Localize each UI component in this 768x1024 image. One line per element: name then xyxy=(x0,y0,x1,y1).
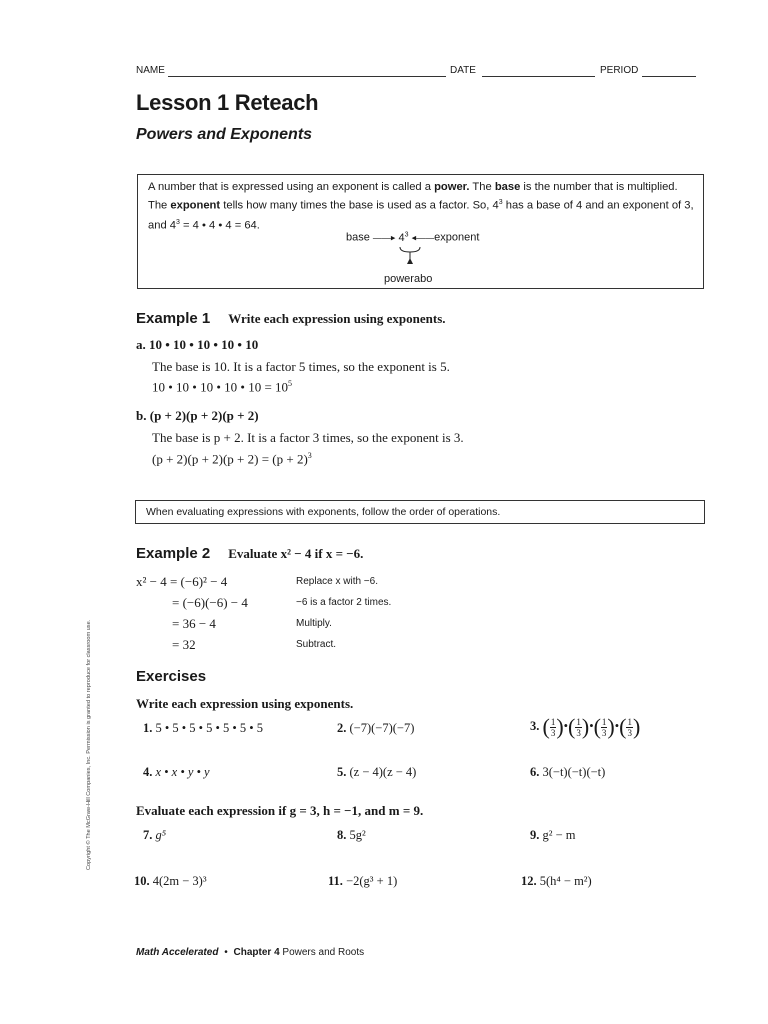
example2-reason-4: Subtract. xyxy=(296,639,337,650)
example1-instruction: Write each expression using exponents. xyxy=(228,311,446,326)
definition-text: A number that is expressed using an exponent is called a power. The base is the number that is multiplied. The exponent tells how many times the base is used as a factor. So, $4^3$ has a base of 4 and an exponent of 3, and $4^3 = 4$ • 4 • 4 = 64. xyxy=(148,181,694,232)
exercise-2: 2. (−7)(−7)(−7) xyxy=(337,721,415,735)
exercise-8: 8. 5g² xyxy=(337,828,366,842)
footer-chapter: Chapter 4 xyxy=(233,947,280,958)
example1-a-explain: The base is 10. It is a factor 5 times, so the exponent is 5. xyxy=(152,359,450,374)
exercises-heading: Exercises xyxy=(136,668,207,685)
diagram-exponent-label: exponent xyxy=(434,231,480,244)
diagram-arrow-right: ——▸ xyxy=(372,232,396,243)
example2-reason-2: −6 is a factor 2 times. xyxy=(296,597,392,608)
footer-course: Math Accelerated xyxy=(136,947,219,958)
example2-step-4: = 32 xyxy=(172,637,196,652)
example1-a-expr: a. 10 • 10 • 10 • 10 • 10 xyxy=(136,337,259,352)
page-subtitle: Powers and Exponents xyxy=(136,126,313,143)
exercise-7: 7. g⁵ xyxy=(143,828,167,842)
example1-header xyxy=(136,310,446,328)
exercise-1: 1. 5 • 5 • 5 • 5 • 5 • 5 • 5 xyxy=(143,721,264,735)
diagram-power: $4^3$ xyxy=(398,231,409,244)
example2-reason-3: Multiply. xyxy=(296,618,332,629)
example2-reason-1: Replace x with −6. xyxy=(296,576,378,587)
header-fields xyxy=(136,65,704,81)
exercise-6: 6. 3(−t)(−t)(−t) xyxy=(530,765,606,779)
exercises-instruction-1: Write each expression using exponents. xyxy=(136,696,354,711)
example2-heading: Example 2 xyxy=(136,545,211,562)
exercises-instruction-2: Evaluate each expression if g = 3, h = −1, and m = 9. xyxy=(136,803,424,818)
example2-header xyxy=(136,545,363,563)
exercise-9: 9. g² − m xyxy=(530,828,576,842)
footer-chapter-title: Powers and Roots xyxy=(282,947,365,958)
definition-box xyxy=(137,174,704,289)
example1-a-result: 10 • 10 • 10 • 10 • $10 = 10^5$ xyxy=(152,379,293,395)
exercise-3: 3. ( $\frac{1}{3}$ )•( $\frac{1}{3}$ )•( $\frac{1}{3}$ )•( $\frac{1}{3}$ ) xyxy=(530,714,641,739)
diagram-arrow-left: ◂—— xyxy=(411,232,435,243)
example2-instruction: Evaluate x² − 4 if x = −6. xyxy=(228,546,364,561)
exercise-11: 11. −2(g³ + 1) xyxy=(328,874,398,888)
copyright-notice: Copyright © The McGraw-Hill Companies, Inc. Permission is granted to reproduce for classroom use. xyxy=(86,619,92,870)
order-of-operations-note: When evaluating expressions with exponents, follow the order of operations. xyxy=(135,500,705,524)
exercise-4: 4. x • x • y • y xyxy=(143,765,210,779)
date-line[interactable] xyxy=(482,76,595,77)
diagram-brace xyxy=(396,245,426,275)
diagram-base-label: base xyxy=(346,231,370,244)
name-line[interactable] xyxy=(168,76,446,77)
example2-step-2: = (−6)(−6) − 4 xyxy=(172,595,248,610)
example2-step-3: = 36 − 4 xyxy=(172,616,216,631)
date-label: DATE xyxy=(450,65,476,76)
exercise-12: 12. 5(h⁴ − m²) xyxy=(521,874,592,888)
diagram-power-label: powerabo xyxy=(384,273,433,285)
example1-b-result: $(p + 2)(p + 2)(p + 2) = (p + 2)^3$ xyxy=(152,451,312,467)
page-title: Lesson 1 Reteach xyxy=(136,90,319,115)
name-label: NAME xyxy=(136,65,165,76)
period-label: PERIOD xyxy=(600,65,639,76)
example1-heading: Example 1 xyxy=(136,310,211,327)
footer-bullet: • xyxy=(224,947,228,958)
power-diagram xyxy=(346,231,479,244)
example2-step-1: x² − 4 = (−6)² − 4 xyxy=(136,574,228,589)
example1-b-expr: b. (p + 2)(p + 2)(p + 2) xyxy=(136,408,259,423)
exercise-10: 10. 4(2m − 3)³ xyxy=(134,874,207,888)
page-footer xyxy=(136,947,364,958)
exercise-5: 5. (z − 4)(z − 4) xyxy=(337,765,417,779)
period-line[interactable] xyxy=(642,76,696,77)
example1-b-explain: The base is p + 2. It is a factor 3 times, so the exponent is 3. xyxy=(152,430,464,445)
